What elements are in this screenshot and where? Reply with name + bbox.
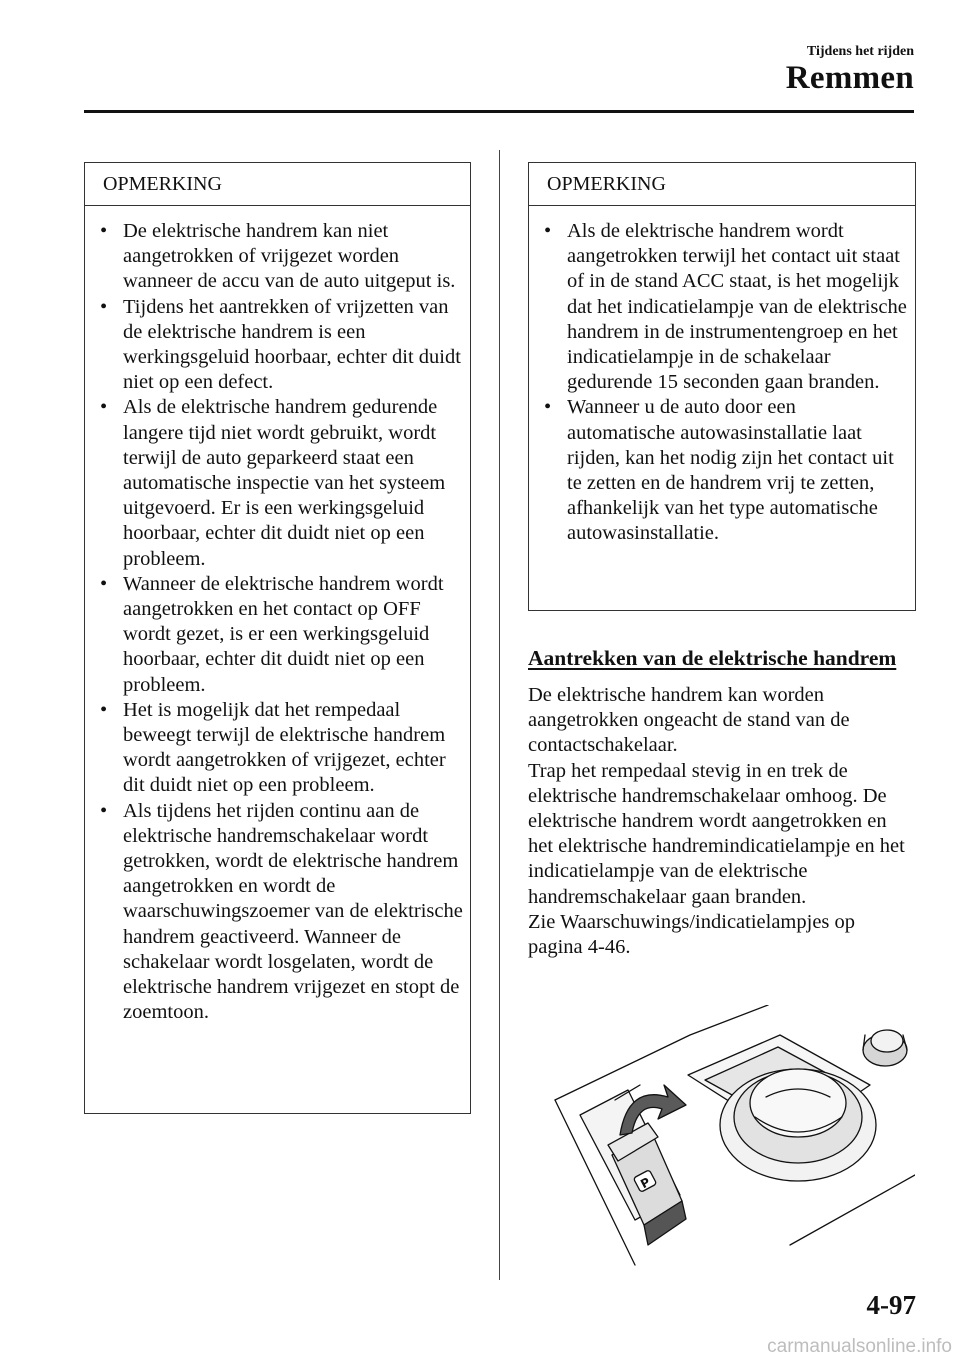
note-item-text: Als de elektrische handrem wordt aangetrokken terwijl het contact uit staat of in de stand ACC staat, is het mogelijk dat het indicatielampje van de elektrische handrem in de instrumentengroep en het indicatielampje in de schakelaar gedurende 15 seconden gaan branden. — [567, 220, 907, 394]
note-item-text: Wanneer u de auto door een automatische autowasinstallatie laat rijden, kan het nodig zijn het contact uit te zetten en de handrem vrij te zetten, afhankelijk van het type automatische autowasinstallatie. — [567, 396, 894, 545]
note-item-text: Wanneer de elektrische handrem wordt aangetrokken en het contact op OFF wordt gezet, is er een werkingsgeluid hoorbaar, echter dit duidt niet op een probleem. — [123, 572, 444, 696]
note-item — [544, 395, 909, 546]
body-paragraph: Zie Waarschuwings/indicatielampjes op pagina 4-46. — [528, 910, 856, 959]
note-item — [100, 698, 464, 799]
page-number: 4-97 — [866, 1290, 916, 1320]
bullet-icon: • — [100, 799, 108, 822]
note-box-right — [528, 162, 916, 611]
body-paragraph: De elektrische handrem kan worden aangetrokken ongeacht de stand van de contactschakelaar. — [528, 684, 850, 757]
body-paragraph: Trap het rempedaal stevig in en trek de elektrische handremschakelaar omhoog. De elektrische handrem wordt aangetrokken en het elektrische handremindicatielampje en het indicatielampje van de elektrische handremschakelaar gaan branden. — [528, 759, 905, 908]
section-body — [528, 683, 913, 960]
note-box-left — [84, 162, 471, 1114]
watermark: carmanualsonline.info — [767, 1336, 952, 1357]
note-item-text: De elektrische handrem kan niet aangetrokken of vrijgezet worden wanneer de accu van de auto uitgeput is. — [123, 220, 456, 293]
note-list — [529, 206, 915, 547]
note-item-text: Het is mogelijk dat het rempedaal beweegt terwijl de elektrische handrem wordt aangetrokken of vrijgezet, echter dit duidt niet op een probleem. — [123, 698, 446, 797]
note-heading: OPMERKING — [529, 163, 915, 206]
bullet-icon: • — [544, 220, 552, 242]
bullet-icon: • — [100, 295, 108, 318]
page-title: Remmen — [785, 60, 914, 96]
bullet-icon: • — [100, 220, 108, 242]
note-list — [85, 206, 470, 1026]
header-divider — [84, 110, 914, 113]
parking-brake-switch-drawing — [540, 1005, 915, 1280]
note-heading: OPMERKING — [85, 163, 470, 206]
commander-knob-top — [750, 1069, 846, 1137]
header-section-label: Tijdens het rijden — [806, 44, 914, 59]
note-item-text: Als tijdens het rijden continu aan de elektrische handremschakelaar wordt getrokken, wordt de elektrische handrem aangetrokken en wordt de waarschuwingszoemer van de elektrische handrem geactiveerd. Wanneer de schakelaar wordt losgelaten, wordt de elektrische handrem vrijgezet en stopt de zoemtoon. — [123, 799, 463, 1024]
parking-brake-illustration — [540, 1005, 915, 1280]
bullet-icon: • — [100, 572, 108, 595]
console-edge — [790, 1175, 915, 1245]
bullet-icon: • — [544, 396, 552, 419]
note-item — [100, 799, 464, 1026]
note-item — [100, 395, 464, 571]
note-item — [544, 219, 909, 395]
bullet-icon: • — [100, 396, 108, 419]
note-item-text: Als de elektrische handrem gedurende langere tijd niet wordt gebruikt, wordt terwijl de auto geparkeerd staat een automatische inspectie van het systeem uitgevoerd. Er is een werkingsgeluid hoorbaar, echter dit duidt niet op een probleem. — [123, 396, 446, 570]
column-divider — [499, 150, 500, 1280]
bullet-icon: • — [100, 698, 108, 721]
note-item — [100, 219, 464, 295]
p-symbol-icon: P — [638, 1174, 653, 1192]
note-item — [100, 572, 464, 698]
section-heading: Aantrekken van de elektrische handrem — [528, 646, 897, 670]
note-item-text: Tijdens het aantrekken of vrijzetten van de elektrische handrem is een werkingsgeluid hoorbaar, echter dit duidt niet op een defect. — [123, 295, 461, 394]
note-item — [100, 295, 464, 396]
volume-knob-top — [871, 1030, 903, 1052]
